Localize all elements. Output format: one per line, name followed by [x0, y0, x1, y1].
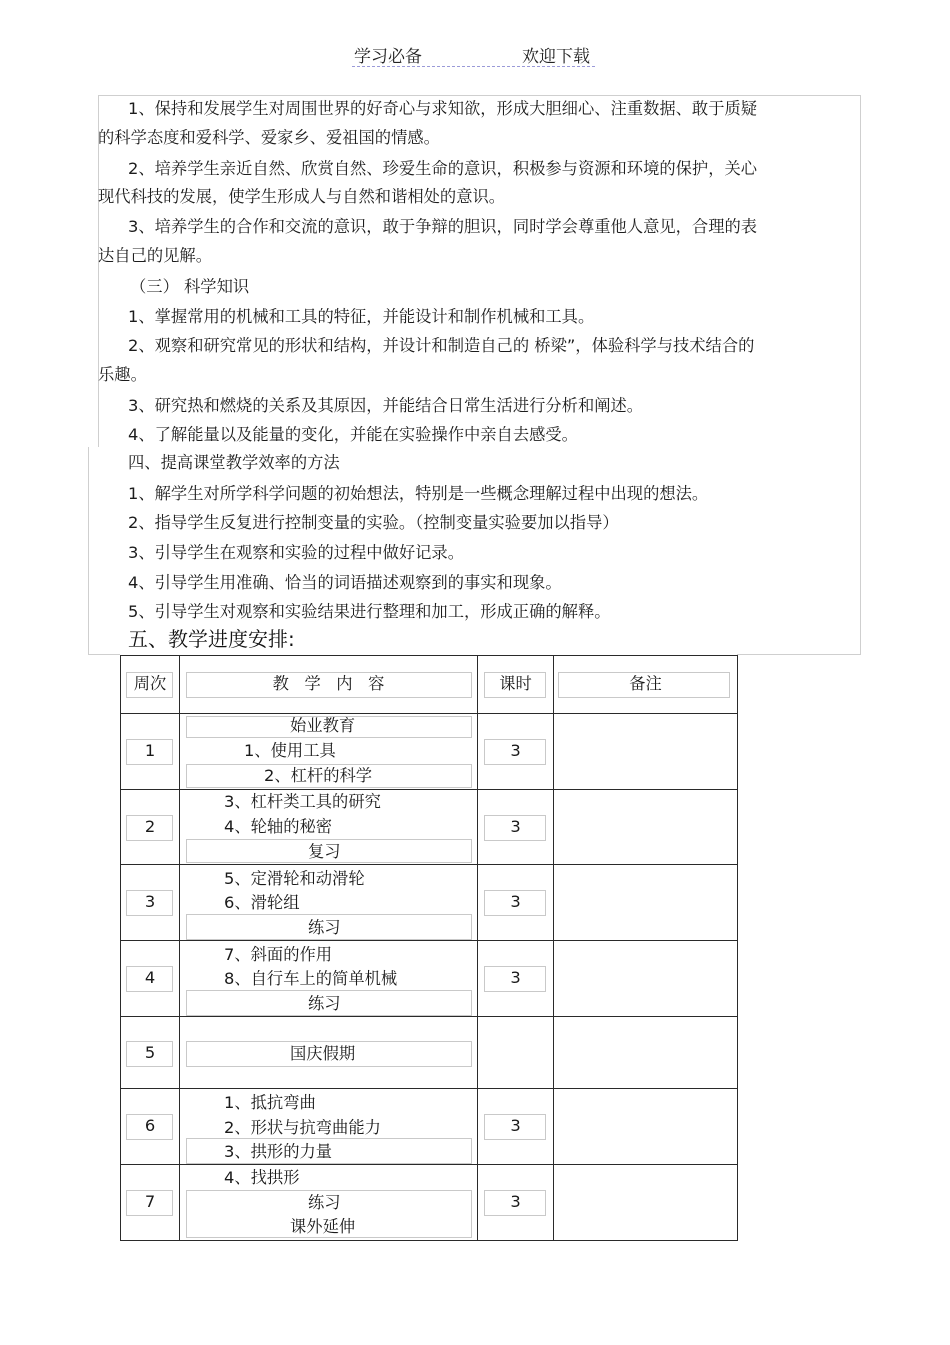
table-header-row [121, 656, 738, 714]
week-cell [121, 790, 180, 865]
header-right-text: 欢迎下载 [522, 47, 590, 67]
header-cell-note [554, 656, 738, 714]
table-row [121, 1089, 738, 1165]
paragraph-line: 1、保持和发展学生对周围世界的好奇心与求知欲，形成大胆细心、注重数据、敢于质疑 [128, 99, 758, 118]
content-line: 8、自行车上的简单机械 [224, 969, 398, 988]
note-cell [554, 941, 738, 1017]
week-number: 1 [144, 741, 156, 760]
content-line: 国庆假期 [290, 1044, 356, 1063]
frame-top-line [98, 95, 861, 96]
content-line: 复习 [308, 842, 341, 861]
week-cell [121, 1165, 180, 1241]
hours-value: 3 [510, 1116, 521, 1135]
table-row [121, 1017, 738, 1089]
frame-bottom-line [88, 654, 120, 655]
content-line: 2、形状与抗弯曲能力 [224, 1118, 381, 1137]
header-hours-label: 课时 [499, 674, 532, 693]
week-number: 7 [144, 1192, 156, 1211]
hours-cell [478, 1089, 554, 1165]
page-header [352, 42, 595, 67]
content-cell [180, 1165, 478, 1241]
header-note-label: 备注 [629, 674, 662, 693]
hours-value: 3 [510, 1192, 521, 1211]
week-cell [121, 1017, 180, 1089]
content-line: 1、使用工具 [244, 741, 336, 760]
note-cell [554, 1017, 738, 1089]
week-cell [121, 714, 180, 790]
content-cell [180, 790, 478, 865]
content-line: 4、轮轴的秘密 [224, 817, 333, 836]
hours-cell [478, 1017, 554, 1089]
content-line: 7、斜面的作用 [224, 945, 333, 964]
header-left-text: 学习必备 [354, 47, 422, 67]
hours-cell [478, 941, 554, 1017]
content-line: 5、定滑轮和动滑轮 [224, 869, 365, 888]
note-cell [554, 714, 738, 790]
week-cell [121, 941, 180, 1017]
paragraph-line: 5、引导学生对观察和实验结果进行整理和加工，形成正确的解释。 [128, 602, 611, 621]
paragraph-line: 1、解学生对所学科学问题的初始想法，特别是一些概念理解过程中出现的想法。 [128, 484, 709, 503]
content-line: 课外延伸 [290, 1217, 356, 1236]
content-line: 练习 [308, 918, 341, 937]
hours-cell [478, 865, 554, 941]
table-row [121, 865, 738, 941]
frame-right-line [860, 95, 861, 655]
section-heading: 四、提高课堂教学效率的方法 [128, 453, 340, 472]
header-content-label: 教 学 内 容 [272, 674, 385, 693]
content-cell [180, 1089, 478, 1165]
section5-title: 五、教学进度安排: [128, 627, 295, 651]
schedule-table [120, 655, 738, 1241]
content-line: 练习 [308, 1193, 341, 1212]
content-line: 始业教育 [290, 716, 356, 735]
paragraph-line: 3、研究热和燃烧的关系及其原因，并能结合日常生活进行分析和阐述。 [128, 396, 644, 415]
paragraph-line: 1、掌握常用的机械和工具的特征，并能设计和制作机械和工具。 [128, 307, 595, 326]
table-row [121, 941, 738, 1017]
week-number: 6 [144, 1116, 156, 1135]
hours-cell [478, 714, 554, 790]
note-cell [554, 1089, 738, 1165]
subsection-heading: （三） 科学知识 [130, 277, 250, 296]
paragraph-line: 2、观察和研究常见的形状和结构，并设计和制造自己的 桥梁”，体验科学与技术结合的 [128, 336, 755, 355]
paragraph-line: 3、培养学生的合作和交流的意识，敢于争辩的胆识，同时学会尊重他人意见，合理的表 [128, 217, 758, 236]
paragraph-line: 4、了解能量以及能量的变化，并能在实验操作中亲自去感受。 [128, 425, 578, 444]
week-number: 4 [144, 968, 156, 987]
paragraph-line: 2、指导学生反复进行控制变量的实验。（控制变量实验要加以指导） [128, 513, 619, 532]
table-row [121, 790, 738, 865]
header-cell-week [121, 656, 180, 714]
hours-value: 3 [510, 892, 521, 911]
header-cell-hours [478, 656, 554, 714]
paragraph-line: 3、引导学生在观察和实验的过程中做好记录。 [128, 543, 464, 562]
week-number: 2 [144, 817, 156, 836]
paragraph-line: 2、培养学生亲近自然、欣赏自然、珍爱生命的意识，积极参与资源和环境的保护，关心 [128, 159, 758, 178]
week-number: 5 [144, 1043, 156, 1062]
note-cell [554, 1165, 738, 1241]
note-cell [554, 790, 738, 865]
table-row [121, 1165, 738, 1241]
hours-cell [478, 1165, 554, 1241]
paragraph-line: 的科学态度和爱科学、爱家乡、爱祖国的情感。 [98, 128, 440, 147]
header-week-label: 周次 [133, 674, 167, 693]
paragraph-line: 乐趣。 [98, 365, 147, 384]
table-row [121, 714, 738, 790]
note-cell [554, 865, 738, 941]
content-line: 2、杠杆的科学 [264, 766, 373, 785]
content-line: 6、滑轮组 [224, 893, 300, 912]
week-cell [121, 1089, 180, 1165]
content-cell [180, 714, 478, 790]
paragraph-line: 4、引导学生用准确、恰当的词语描述观察到的事实和现象。 [128, 573, 562, 592]
hours-value: 3 [510, 741, 521, 760]
header-cell-content [180, 656, 478, 714]
hours-cell [478, 790, 554, 865]
frame-bottom-line-right [737, 654, 861, 655]
content-line: 4、找拱形 [224, 1168, 300, 1187]
content-cell [180, 941, 478, 1017]
week-number: 3 [144, 892, 156, 911]
content-line: 1、抵抗弯曲 [224, 1093, 316, 1112]
content-line: 练习 [308, 994, 341, 1013]
paragraph-line: 达自己的见解。 [98, 246, 212, 265]
content-cell [180, 1017, 478, 1089]
content-cell [180, 865, 478, 941]
frame-left-line-lower [88, 447, 89, 655]
hours-value: 3 [510, 817, 521, 836]
hours-value: 3 [510, 968, 521, 987]
content-line: 3、拱形的力量 [224, 1142, 333, 1161]
content-line: 3、杠杆类工具的研究 [224, 792, 381, 811]
week-cell [121, 865, 180, 941]
paragraph-line: 现代科技的发展，使学生形成人与自然和谐相处的意识。 [98, 187, 506, 206]
